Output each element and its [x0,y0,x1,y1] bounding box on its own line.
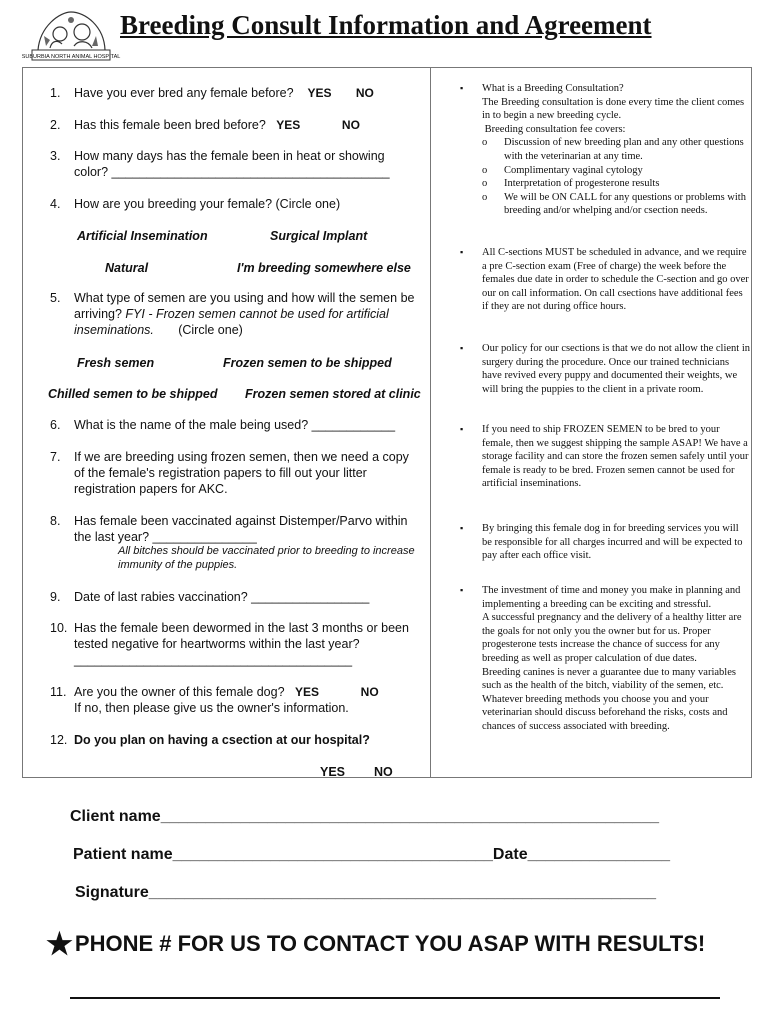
option-frozen-shipped[interactable]: Frozen semen to be shipped [223,356,392,370]
question-1: 1. Have you ever bred any female before? YES NO [50,86,374,100]
question-12: 12. Do you plan on having a csection at our hospital? [50,733,370,747]
consult-info: ▪ What is a Breeding Consultation? The Breeding consultation is done every time the client comes in to begin a new breeding cycle. Breeding consultation fee covers: o Discussion of new breeding plan and any other questions with the veterinarian at any time. o Complimentary vaginal cytology o Interpretation of progesterone results o We will be ON CALL for any questions or problems with breeding and/or whelping and/or csection needs. [460,82,750,218]
option-surgical-implant[interactable]: Surgical Implant [270,229,368,243]
bullet-icon: ▪ [460,83,464,93]
column-divider [430,67,431,777]
list-item: o Interpretation of progesterone results [482,178,660,190]
frozen-semen-info: ▪ If you need to ship FROZEN SEMEN to be bred to your female, then we suggest shipping the sample ASAP! We have a storage facility and can store the frozen semen safely until your female is ready to be bred. Frozen semen cannot be used for artificial inseminations. [460,424,749,490]
signature-field[interactable]: Signature_________________________________________________________ [75,884,656,901]
question-11: 11. Are you the owner of this female dog? YES NO If no, then please give us the owner's information. [50,685,379,715]
option-breeding-elsewhere[interactable]: I'm breeding somewhere else [237,261,411,275]
option-chilled-shipped[interactable]: Chilled semen to be shipped [48,387,218,401]
phone-number-line[interactable] [70,997,720,999]
no-option[interactable]: NO [341,118,360,132]
list-item: o We will be ON CALL for any questions or problems with breeding and/or whelping and/or csection needs. [482,191,746,217]
patient-name-field[interactable]: Patient name____________________________________Date________________ [73,846,670,863]
yes-option[interactable]: YES [307,86,332,100]
no-option[interactable]: NO [355,86,374,100]
question-7: 7. If we are breeding using frozen semen, then we need a copy of the female's registration papers to fill out your litter registration papers for AKC. [50,450,409,496]
yes-option[interactable]: YES [320,765,346,779]
option-frozen-clinic[interactable]: Frozen semen stored at clinic [245,387,421,401]
list-item: o Discussion of new breeding plan and any other questions with the veterinarian at any time. [482,137,744,162]
question-4: 4. How are you breeding your female? (Circle one) [50,197,341,211]
phone-heading: ★PHONE # FOR US TO CONTACT YOU ASAP WITH RESULTS! [46,928,706,961]
option-natural[interactable]: Natural [105,261,149,275]
investment-info: ▪ The investment of time and money you make in planning and implementing a breeding can be exciting and stressful. A successful pregnancy and the delivery of a healthy litter are the goals for not only you the owner but for us. Proper progesterone tests increase the chance of success for any breeding as well as proper calculation of due dates. Breeding canines is never a guarantee due to many variables such as the health of the bitch, viability of the semen, etc. Whatever breeding methods you choose you and your veterinarian should discuss beforehand the risks, costs and chances of success associated with breeding. [460,585,742,732]
question-5: 5. What type of semen are you using and how will the semen be arriving? FYI - Frozen semen cannot be used for artificial inseminations. (Circle one) [50,291,415,337]
bullet-icon: ▪ [460,585,464,595]
option-artificial-insemination[interactable]: Artificial Insemination [77,229,208,243]
client-name-field[interactable]: Client name________________________________________________________ [70,808,659,825]
questions-column [22,67,430,779]
responsibility-info: ▪ By bringing this female dog in for breeding services you will be responsible for all charges incurred and will be expected to pay after each office visit. [460,523,743,562]
list-item: o Complimentary vaginal cytology [482,164,643,176]
star-icon: ★ [46,928,73,961]
bullet-icon: ▪ [460,247,464,257]
question-10: 10. Has the female been dewormed in the last 3 months or been tested negative for heartworms within the last year? ________________________________________ [50,621,409,667]
no-option[interactable]: NO [360,685,379,699]
bullet-icon: ▪ [460,343,464,353]
option-fresh-semen[interactable]: Fresh semen [77,356,155,370]
hospital-logo [21,6,121,62]
page-title: Breeding Consult Information and Agreement [120,10,652,40]
bullet-icon: ▪ [460,424,464,434]
yes-option[interactable]: YES [276,118,301,132]
svg-text:SUBURBIA NORTH ANIMAL HOSPITAL: SUBURBIA NORTH ANIMAL HOSPITAL [21,54,121,60]
question-2: 2. Has this female been bred before? YES NO [50,118,360,132]
question-6: 6. What is the name of the male being used? ____________ [50,418,396,432]
policy-info: ▪ Our policy for our csections is that we do not allow the client in surgery during the procedure. Once our trained technicians have revived every puppy and documented their weights, we will bring the puppies to the client in a private room. [460,343,750,395]
csection-info: ▪ All C-sections MUST be scheduled in advance, and we require a pre C-section exam (Free of charge) the week before the females due date in order to schedule the C-section and go over our on call information. On call csections have additional fees if they are not during office hours. [460,247,749,313]
bullet-icon: ▪ [460,523,464,533]
question-3: 3. How many days has the female been in heat or showing color? ________________________________________ [50,149,390,179]
no-option[interactable]: NO [374,765,393,779]
question-8: 8. Has female been vaccinated against Distemper/Parvo within the last year? _______________ [50,514,408,544]
vaccination-note: All bitches should be vaccinated prior to breeding to increase immunity of the puppies. [118,545,415,571]
question-9: 9. Date of last rabies vaccination? _________________ [50,590,370,604]
yes-option[interactable]: YES [294,685,319,699]
